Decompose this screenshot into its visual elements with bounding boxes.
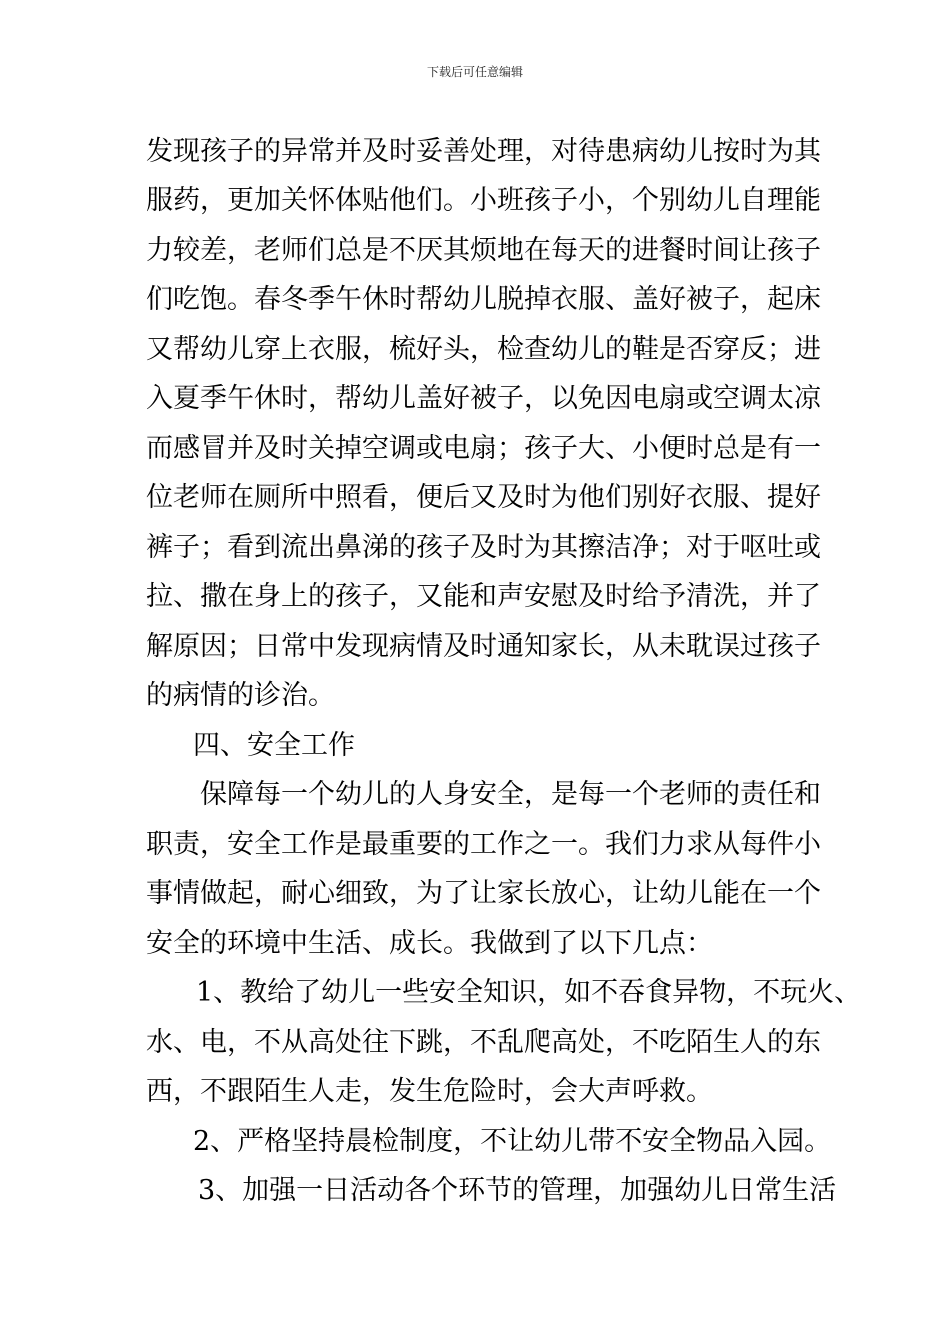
list-item: 3、加强一日活动各个环节的管理，加强幼儿日常生活 [198,1175,837,1206]
list-item: 1、教给了幼儿一些安全知识，如不吞食异物，不玩火、 [196,977,862,1008]
paragraph-line: 水、电，不从高处往下跳，不乱爬高处，不吃陌生人的东 [146,1027,821,1058]
paragraph-line: 解原因；日常中发现病情及时通知家长，从未耽误过孩子 [146,631,821,662]
paragraph-line: 又帮幼儿穿上衣服，梳好头，检查幼儿的鞋是否穿反；进 [146,334,821,365]
paragraph-line: 而感冒并及时关掉空调或电扇；孩子大、小便时总是有一 [146,433,821,464]
paragraph-line: 发现孩子的异常并及时妥善处理，对待患病幼儿按时为其 [146,136,821,167]
paragraph-line: 安全的环境中生活、成长。我做到了以下几点： [146,928,713,959]
paragraph-line: 服药，更加关怀体贴他们。小班孩子小，个别幼儿自理能 [146,185,821,216]
paragraph-line: 们吃饱。春冬季午休时帮幼儿脱掉衣服、盖好被子，起床 [146,284,821,315]
paragraph-line: 力较差，老师们总是不厌其烦地在每天的进餐时间让孩子 [146,235,821,266]
paragraph-line: 入夏季午休时，帮幼儿盖好被子，以免因电扇或空调太凉 [146,383,821,414]
paragraph-line: 事情做起，耐心细致，为了让家长放心，让幼儿能在一个 [146,878,821,909]
paragraph-line: 裤子；看到流出鼻涕的孩子及时为其擦洁净；对于呕吐或 [146,532,821,563]
paragraph-line: 位老师在厕所中照看，便后又及时为他们别好衣服、提好 [146,482,821,513]
page-header: 下载后可任意编辑 [426,65,523,79]
paragraph-line: 拉、撒在身上的孩子，又能和声安慰及时给予清洗，并了 [146,581,821,612]
paragraph-line: 的病情的诊治。 [146,680,335,711]
paragraph-line: 职责，安全工作是最重要的工作之一。我们力求从每件小 [146,829,821,860]
paragraph-line: 西，不跟陌生人走，发生危险时，会大声呼救。 [146,1076,713,1107]
paragraph-line: 保障每一个幼儿的人身安全，是每一个老师的责任和 [200,779,821,810]
section-heading: 四、安全工作 [193,730,355,761]
list-item: 2、严格坚持晨检制度，不让幼儿带不安全物品入园。 [193,1126,832,1157]
